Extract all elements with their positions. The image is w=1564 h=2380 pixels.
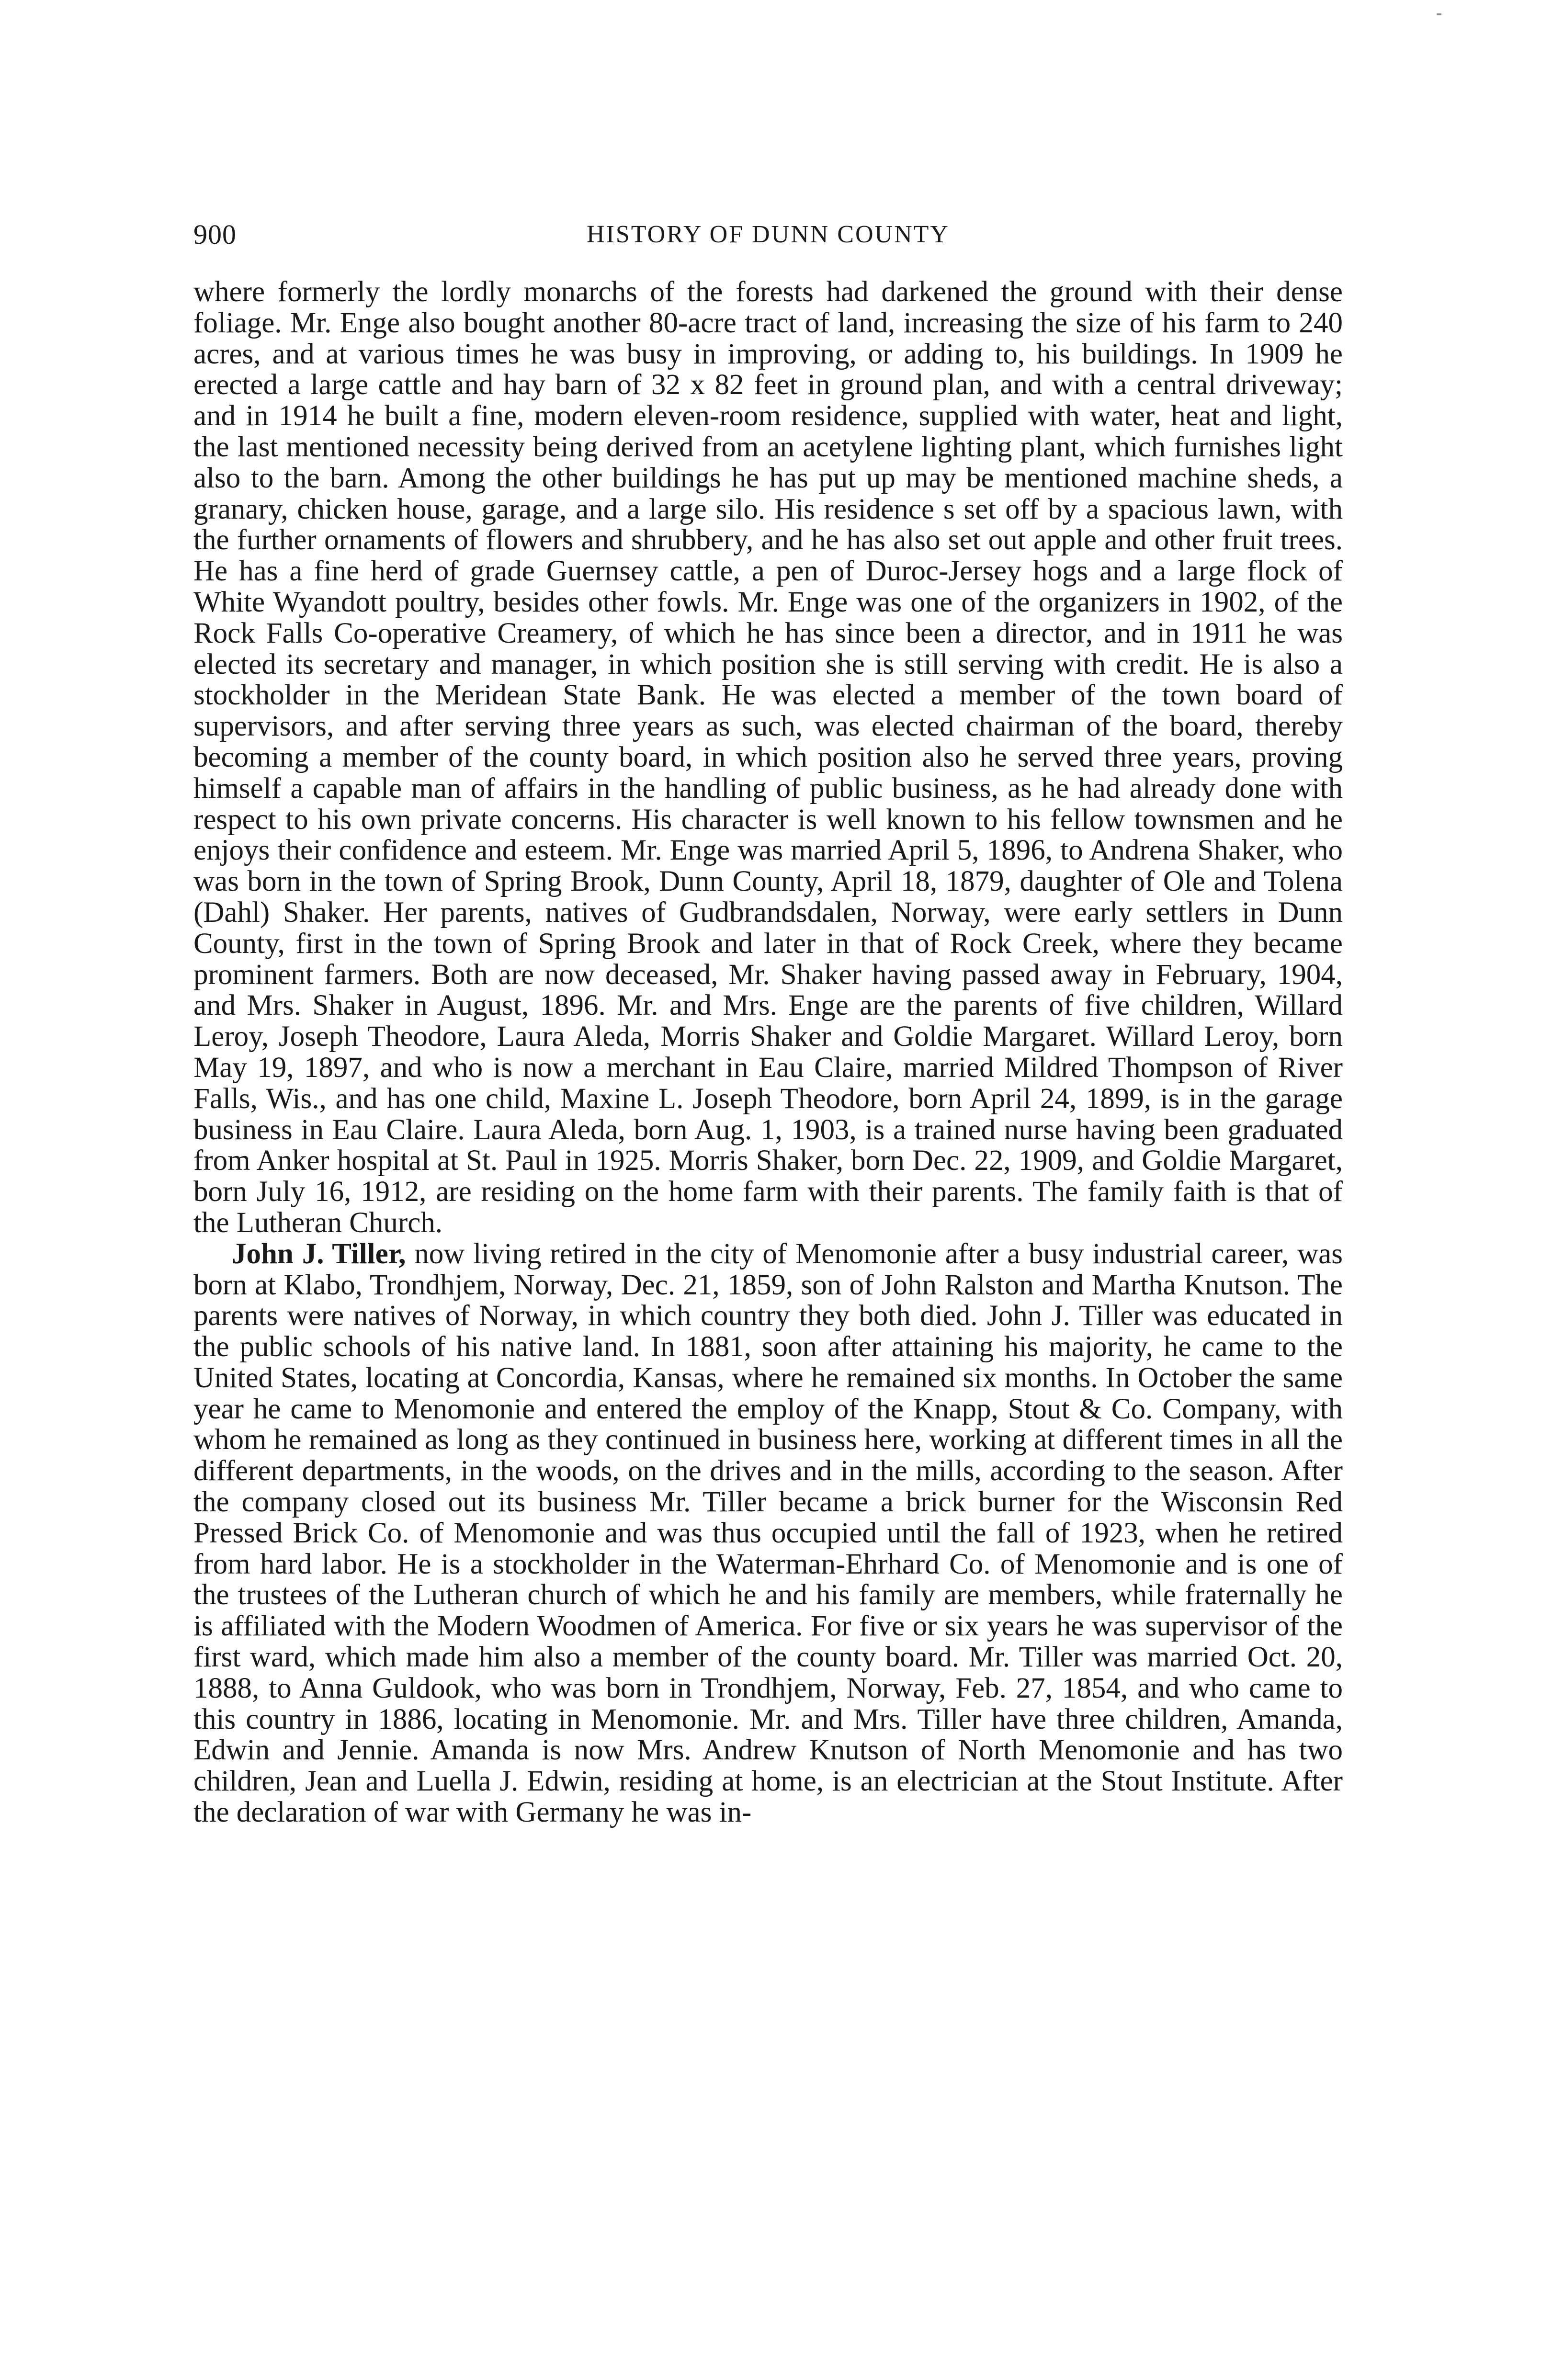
page-number: 900 xyxy=(193,219,237,250)
paragraph-tiller-text: now living retired in the city of Menomonie after a busy industrial career, was born at Klabo, Trondhjem, Norway, Dec. 21, 1859, son of John Ralston and Martha Knutson. The parents were natives of Norway, in which country they both died. John J. Tiller was educated in the public schools of his native land. In 1881, soon after attaining his majority, he came to the United States, locating at Concordia, Kansas, where he remained six months. In October the same year he came to Menomonie and entered the employ of the Knapp, Stout & Co. Company, with whom he remained as long as they continued in business here, working at different times in all the different departments, in the woods, on the drives and in the mills, according to the season. After the company closed out its business Mr. Tiller became a brick burner for the Wisconsin Red Pressed Brick Co. of Menomonie and was thus occupied until the fall of 1923, when he retired from hard labor. He is a stockholder in the Waterman-Ehrhard Co. of Menomonie and is one of the trustees of the Lutheran church of which he and his family are members, while fraternally he is affiliated with the Modern Woodmen of America. For five or six years he was supervisor of the first ward, which made him also a member of the county board. Mr. Tiller was married Oct. 20, 1888, to Anna Guldook, who was born in Trondhjem, Norway, Feb. 27, 1854, and who came to this country in 1886, locating in Menomonie. Mr. and Mrs. Tiller have three children, Amanda, Edwin and Jennie. Amanda is now Mrs. Andrew Knutson of North Menomonie and has two children, Jean and Luella J. Edwin, residing at home, is an electrician at the Stout Institute. After the declaration of war with Germany he was in- xyxy=(193,1237,1343,1829)
scan-mark xyxy=(1437,13,1441,15)
paragraph-enge-continued: where formerly the lordly monarchs of the forests had darkened the ground with their dense foliage. Mr. Enge also bought another 80-acre tract of land, increasing the size of his farm to 240 acres, and at various times he was busy in improving, or adding to, his buildings. In 1909 he erected a large cattle and hay barn of 32 x 82 feet in ground plan, and with a central driveway; and in 1914 he built a fine, modern eleven-room residence, supplied with water, heat and light, the last mentioned necessity being derived from an acetylene lighting plant, which furnishes light also to the barn. Among the other buildings he has put up may be mentioned machine sheds, a granary, chicken house, garage, and a large silo. His residence s set off by a spacious lawn, with the further ornaments of flowers and shrubbery, and he has also set out apple and other fruit trees. He has a fine herd of grade Guernsey cattle, a pen of Duroc-Jersey hogs and a large flock of White Wyandott poultry, besides other fowls. Mr. Enge was one of the organizers in 1902, of the Rock Falls Co-operative Creamery, of which he has since been a director, and in 1911 he was elected its secretary and manager, in which position she is still serving with credit. He is also a stockholder in the Meridean State Bank. He was elected a member of the town board of supervisors, and after serving three years as such, was elected chairman of the board, thereby becoming a member of the county board, in which position also he served three years, proving himself a capable man of affairs in the handling of public business, as he had already done with respect to his own private concerns. His character is well known to his fellow townsmen and he enjoys their confidence and esteem. Mr. Enge was married April 5, 1896, to Andrena Shaker, who was born in the town of Spring Brook, Dunn County, April 18, 1879, daughter of Ole and Tolena (Dahl) Shaker. Her parents, natives of Gudbrandsdalen, Norway, were early settlers in Dunn County, first in the town of Spring Brook and later in that of Rock Creek, where they became prominent farmers. Both are now deceased, Mr. Shaker having passed away in February, 1904, and Mrs. Shaker in August, 1896. Mr. and Mrs. Enge are the parents of five children, Willard Leroy, Joseph Theodore, Laura Aleda, Morris Shaker and Goldie Margaret. Willard Leroy, born May 19, 1897, and who is now a merchant in Eau Claire, married Mildred Thompson of River Falls, Wis., and has one child, Maxine L. Joseph Theodore, born April 24, 1899, is in the garage business in Eau Claire. Laura Aleda, born Aug. 1, 1903, is a trained nurse having been graduated from Anker hospital at St. Paul in 1925. Morris Shaker, born Dec. 22, 1909, and Goldie Margaret, born July 16, 1912, are residing on the home farm with their parents. The family faith is that of the Lutheran Church. xyxy=(193,276,1343,1239)
running-head: HISTORY OF DUNN COUNTY xyxy=(587,221,950,248)
biography-subject-name: John J. Tiller, xyxy=(232,1237,406,1270)
body-text xyxy=(193,277,1343,1828)
page-header xyxy=(193,215,1343,254)
paragraph-tiller-biography xyxy=(193,1239,1343,1828)
